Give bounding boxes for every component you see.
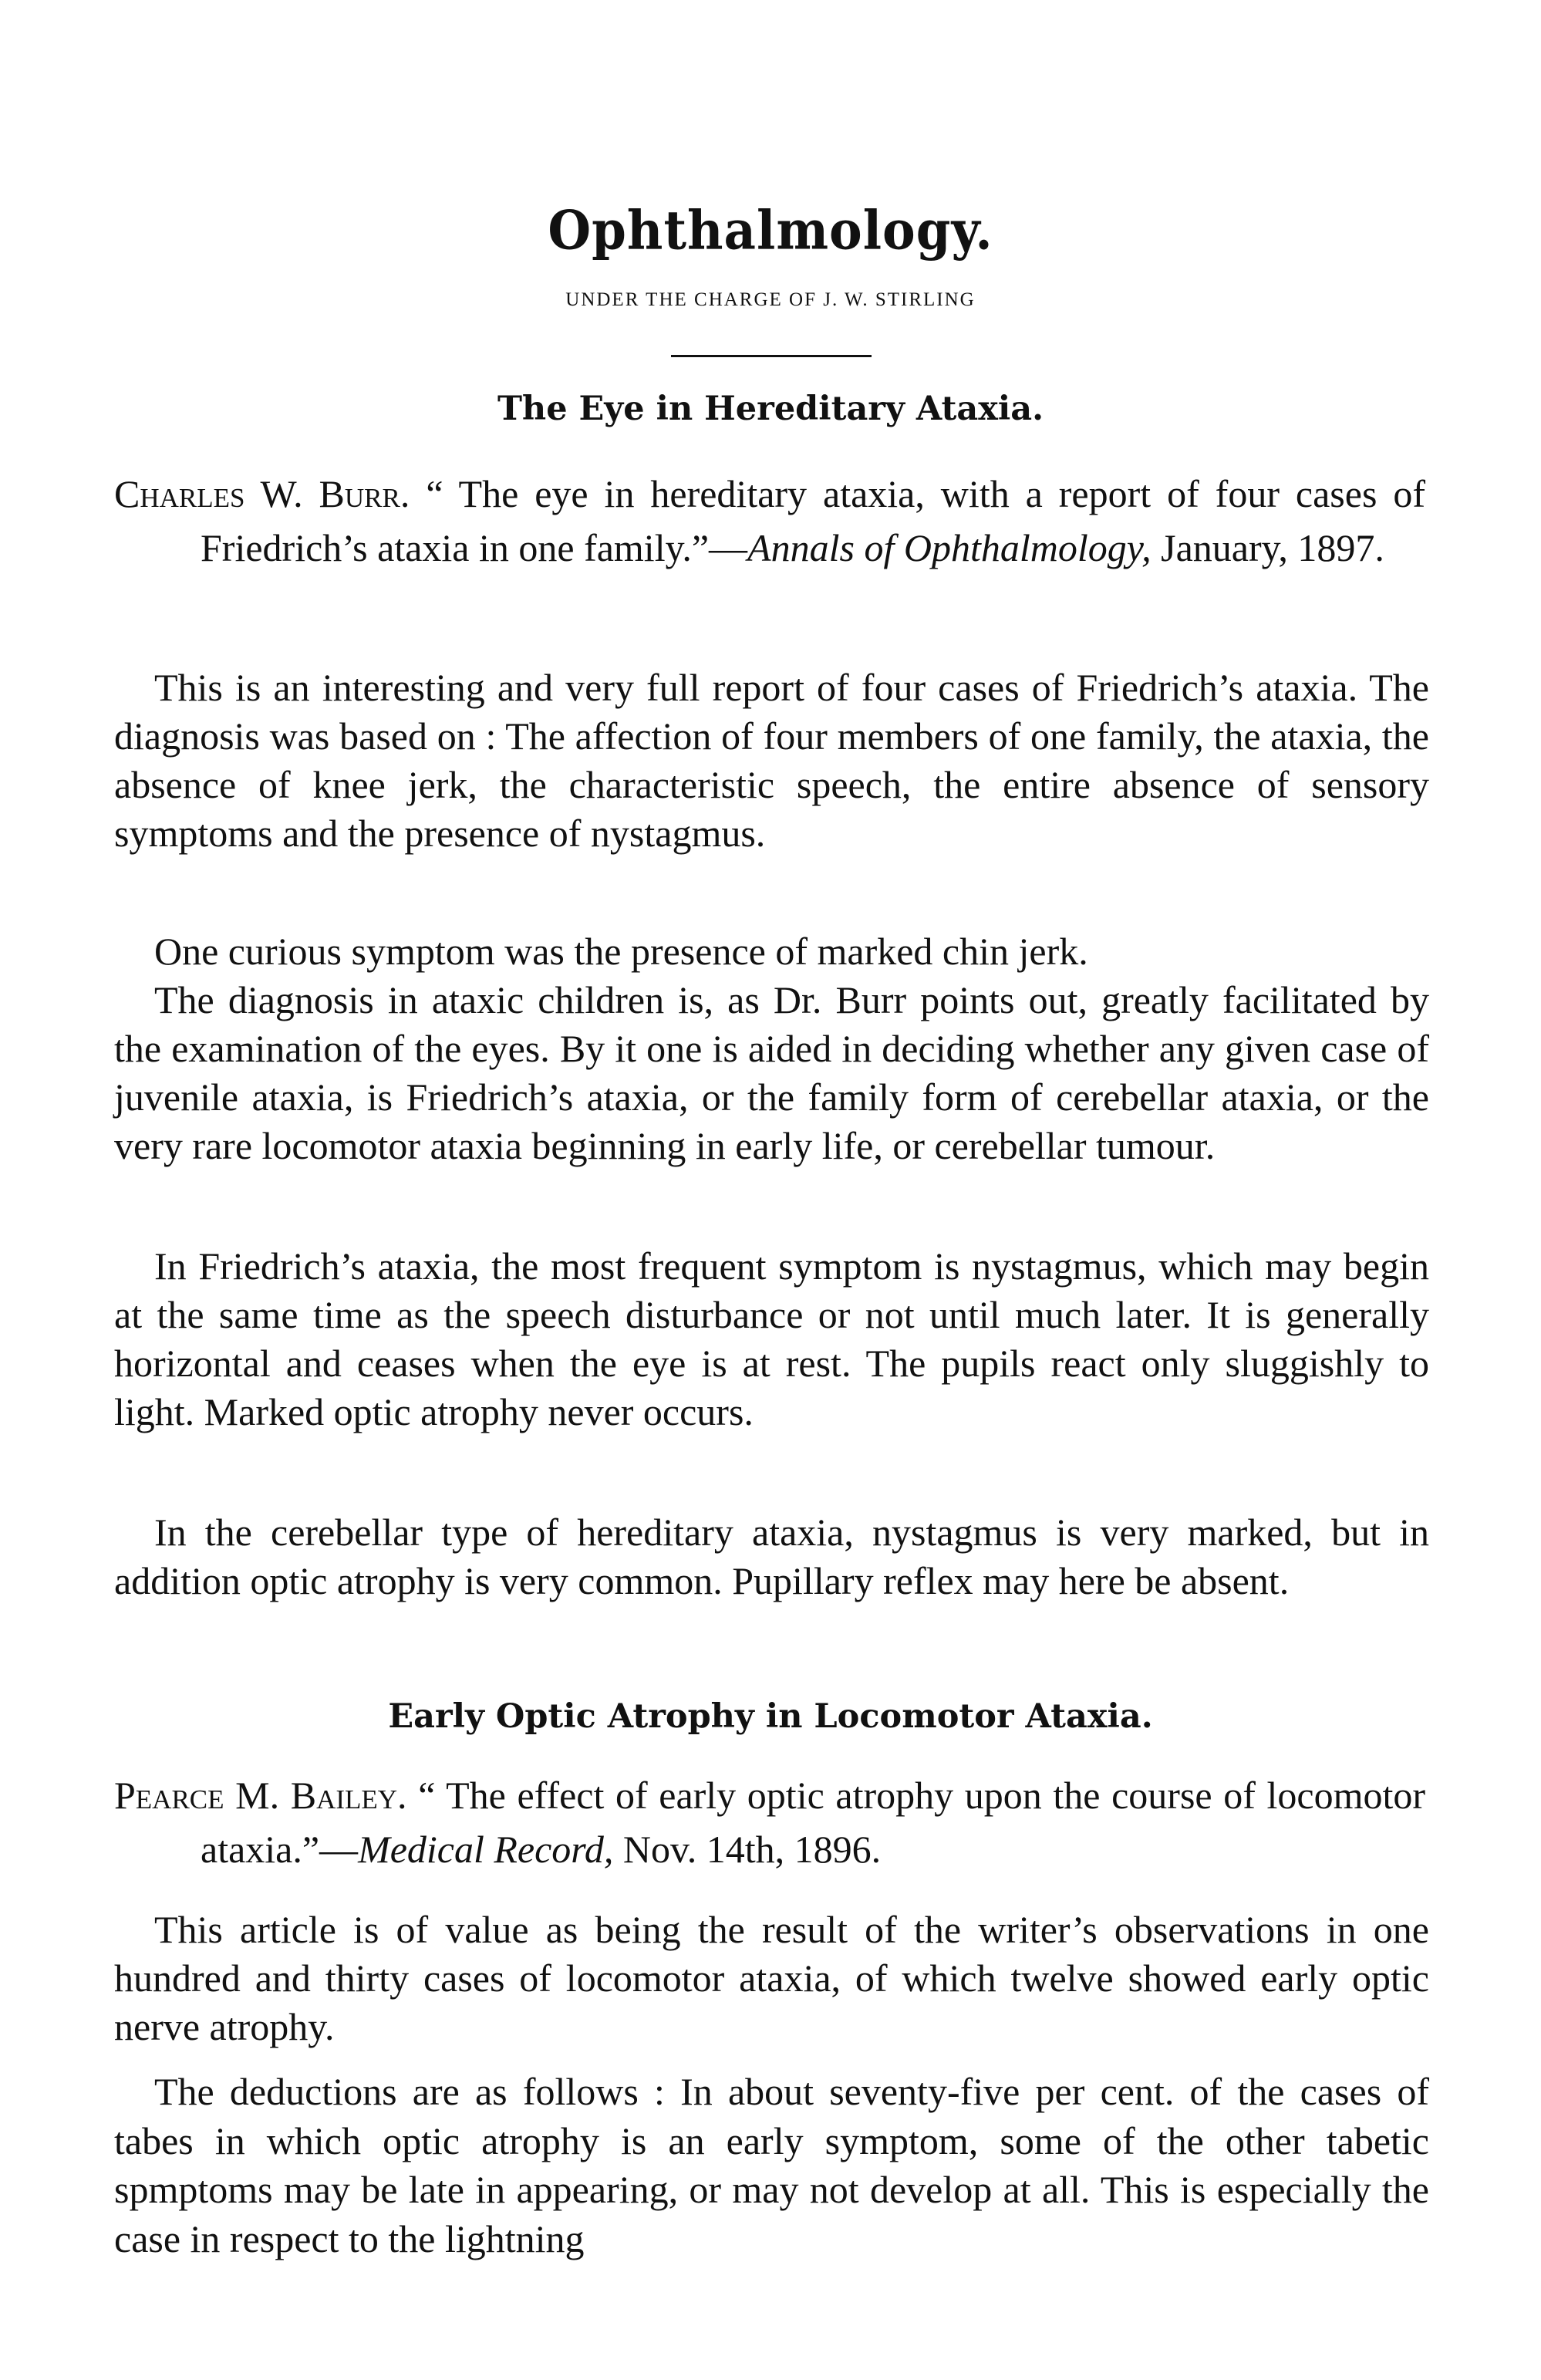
editor-charge-line: UNDER THE CHARGE OF J. W. STIRLING (565, 289, 976, 310)
article2-paragraph-1: This article is of value as being the result of the writer’s observations in one hundred and thirty cases of locomotor ataxia, of which twelve showed early optic nerve atrophy. (114, 1908, 1429, 2048)
article2-citation (114, 1768, 1425, 1876)
article2-title: Early Optic Atrophy in Locomotor Ataxia. (388, 1697, 1153, 1736)
article2-date: Nov. 14th, 1896. (613, 1828, 882, 1871)
article1-quote: “ The eye in hereditary ataxia, with a report of four cases of Friedrich’s ataxia in one family.”— (201, 472, 1426, 569)
article1-date: January, 1897. (1151, 526, 1384, 569)
article1-paragraph-5: In the cerebellar type of hereditary ataxia, nystagmus is very marked, but in addition optic atrophy is very common. Pupillary reflex may here be absent. (114, 1511, 1429, 1602)
article1-author: Charles W. Burr. (114, 472, 410, 515)
article1-paragraph-2: One curious symptom was the presence of marked chin jerk. (154, 930, 1088, 973)
article1-paragraph-1: This is an interesting and very full report of four cases of Friedrich’s ataxia. The diagnosis was based on : The affection of four members of one family, the ataxia, the absence of knee jerk, the characteristic speech, the entire absence of sensory symptoms and the presence of nystagmus. (114, 666, 1429, 855)
article1-paragraph-3: The diagnosis in ataxic children is, as Dr. Burr points out, greatly facilitated by the examination of the eyes. By it one is aided in deciding whether any given case of juvenile ataxia, is Friedrich’s ataxia, or the family form of cerebellar ataxia, or the very rare locomotor ataxia beginning in early life, or cerebellar tumour. (114, 978, 1429, 1167)
article1-journal: Annals of Ophthalmology, (747, 526, 1152, 569)
article1-paragraph-4: In Friedrich’s ataxia, the most frequent symptom is nystagmus, which may begin at the same time as the speech disturbance or not until much later. It is generally horizontal and ceases when the eye is at rest. The pupils react only sluggishly to light. Marked optic atrophy never occurs. (114, 1244, 1429, 1433)
divider-rule (671, 355, 872, 357)
article2-paragraph-2: The deductions are as follows : In about seventy-five per cent. of the cases of tabes in which optic atrophy is an early symptom, some of the other tabetic spmptoms may be late in appearing, or may not develop at all. This is especially the case in respect to the lightning (114, 2070, 1429, 2260)
article2-author: Pearce M. Bailey. (114, 1774, 407, 1817)
section-title: Ophthalmology. (548, 200, 993, 262)
article1-title: The Eye in Hereditary Ataxia. (497, 390, 1044, 428)
article1-citation (114, 467, 1425, 575)
article2-journal: Medical Record, (358, 1828, 614, 1871)
article2-quote: “ The effect of early optic atrophy upon the course of locomotor ataxia.”— (201, 1774, 1426, 1871)
